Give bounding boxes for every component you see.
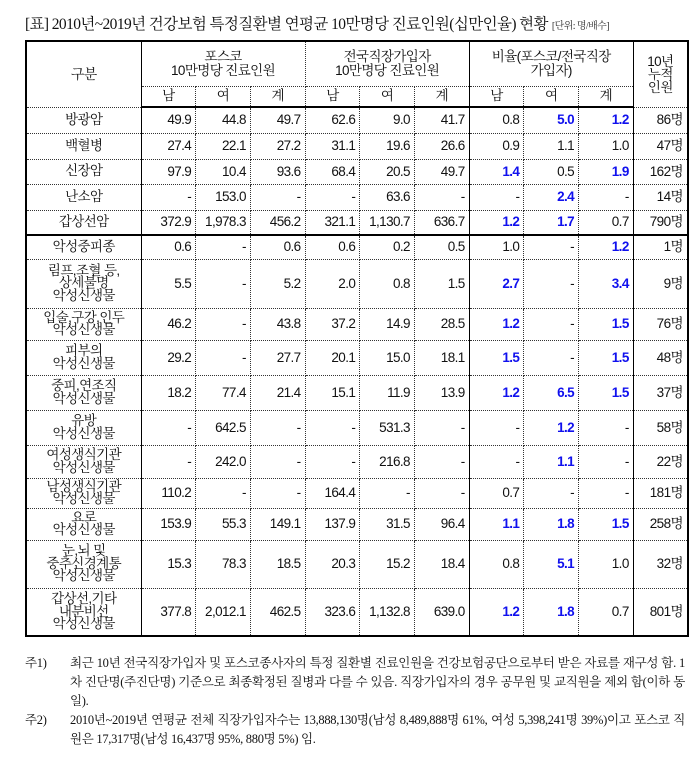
table-cell: 18.1 xyxy=(414,340,469,375)
table-cell: 18.2 xyxy=(141,375,196,410)
table-cell: 58명 xyxy=(633,410,688,445)
table-title xyxy=(25,12,609,34)
table-cell: 0.6 xyxy=(305,235,360,259)
row-label: 난소암 xyxy=(26,184,141,210)
table-cell: 1.2 xyxy=(579,235,634,259)
title-text: [표] 2010년~2019년 건강보험 특정질환별 연평균 10만명당 진료인원(십만인율) 현황 xyxy=(25,16,548,33)
table-cell: 1.5 xyxy=(579,375,634,410)
table-cell: 55.3 xyxy=(196,508,251,540)
table-cell: - xyxy=(250,184,305,210)
footnote-2 xyxy=(25,711,685,749)
table-cell: 62.6 xyxy=(305,107,360,133)
table-row xyxy=(26,410,688,445)
table-cell: 96.4 xyxy=(414,508,469,540)
table-cell: 0.6 xyxy=(141,235,196,259)
table-cell: - xyxy=(579,445,634,478)
header-category: 구분 xyxy=(26,41,141,107)
table-row xyxy=(26,445,688,478)
table-cell: 9명 xyxy=(633,259,688,308)
table-cell: - xyxy=(414,478,469,508)
header-female: 여 xyxy=(524,86,579,107)
table-cell: 15.3 xyxy=(141,540,196,588)
table-cell: 32명 xyxy=(633,540,688,588)
table-cell: 1.9 xyxy=(579,159,634,184)
table-cell: 1.2 xyxy=(579,107,634,133)
table-cell: 43.8 xyxy=(250,308,305,340)
table-cell: 323.6 xyxy=(305,588,360,636)
header-national: 전국직장가입자 10만명당 진료인원 xyxy=(305,41,469,86)
table-cell: 153.9 xyxy=(141,508,196,540)
table-cell: 0.7 xyxy=(579,210,634,235)
row-label: 갑상선,기타 내분비선 악성신생물 xyxy=(26,588,141,636)
table-cell: - xyxy=(196,308,251,340)
row-label: 피부의 악성신생물 xyxy=(26,340,141,375)
row-label: 중피,연조직 악성신생물 xyxy=(26,375,141,410)
table-cell: 149.1 xyxy=(250,508,305,540)
table-cell: 41.7 xyxy=(414,107,469,133)
table-cell: 162명 xyxy=(633,159,688,184)
table-cell: - xyxy=(196,478,251,508)
table-cell: 10.4 xyxy=(196,159,251,184)
footnote-1 xyxy=(25,654,685,711)
table-cell: 20.5 xyxy=(360,159,415,184)
header-total: 계 xyxy=(579,86,634,107)
table-cell: 1.2 xyxy=(469,588,524,636)
row-label: 유방 악성신생물 xyxy=(26,410,141,445)
row-label: 여성생식기관 악성신생물 xyxy=(26,445,141,478)
table-cell: 1.0 xyxy=(579,133,634,159)
table-cell: 0.5 xyxy=(524,159,579,184)
table-cell: 22.1 xyxy=(196,133,251,159)
table-cell: 68.4 xyxy=(305,159,360,184)
table-cell: 28.5 xyxy=(414,308,469,340)
footnote-text: 최근 10년 전국직장가입자 및 포스코종사자의 특정 질환별 진료인원을 건강보험공단으로부터 받은 자료를 재구성 함. 1차 진단명(주진단명) 기준으로 최종확정된 질병과 다를 수 있음. 직장가입자의 경우 공무원 및 교직원을 제외 함(이하 동일). xyxy=(70,656,685,708)
table-cell: 48명 xyxy=(633,340,688,375)
table-cell: 462.5 xyxy=(250,588,305,636)
table-cell: 31.5 xyxy=(360,508,415,540)
table-cell: 377.8 xyxy=(141,588,196,636)
table-cell: 164.4 xyxy=(305,478,360,508)
table-cell: - xyxy=(196,235,251,259)
table-cell: 19.6 xyxy=(360,133,415,159)
table-cell: - xyxy=(579,410,634,445)
table-cell: - xyxy=(360,478,415,508)
table-cell: 5.2 xyxy=(250,259,305,308)
table-cell: - xyxy=(524,308,579,340)
table-cell: 27.2 xyxy=(250,133,305,159)
table-cell: 1,132.8 xyxy=(360,588,415,636)
table-cell: - xyxy=(524,259,579,308)
table-cell: 22명 xyxy=(633,445,688,478)
table-cell: - xyxy=(141,184,196,210)
table-cell: 1.0 xyxy=(579,540,634,588)
table-cell: 2.7 xyxy=(469,259,524,308)
table-cell: 1.1 xyxy=(469,508,524,540)
table-cell: - xyxy=(196,259,251,308)
unit-label: [단위: 명/배수] xyxy=(551,21,609,32)
header-total: 계 xyxy=(250,86,305,107)
table-cell: - xyxy=(469,445,524,478)
table-cell: 37.2 xyxy=(305,308,360,340)
table-cell: 13.9 xyxy=(414,375,469,410)
table-cell: 642.5 xyxy=(196,410,251,445)
table-row xyxy=(26,107,688,133)
header-female: 여 xyxy=(360,86,415,107)
table-cell: - xyxy=(414,410,469,445)
row-label: 악성중피종 xyxy=(26,235,141,259)
table-cell: 801명 xyxy=(633,588,688,636)
table-cell: 1,130.7 xyxy=(360,210,415,235)
table-cell: - xyxy=(414,184,469,210)
table-cell: 47명 xyxy=(633,133,688,159)
table-cell: 11.9 xyxy=(360,375,415,410)
table-row xyxy=(26,235,688,259)
footnote-key: 주1) xyxy=(25,656,47,670)
table-cell: 1.5 xyxy=(579,340,634,375)
table-cell: 3.4 xyxy=(579,259,634,308)
table-cell: 76명 xyxy=(633,308,688,340)
table-cell: 1,978.3 xyxy=(196,210,251,235)
table-cell: 20.1 xyxy=(305,340,360,375)
table-cell: 1.2 xyxy=(469,308,524,340)
table-row xyxy=(26,159,688,184)
footnote-key: 주2) xyxy=(25,713,47,727)
table-cell: 0.8 xyxy=(360,259,415,308)
table-cell: - xyxy=(141,410,196,445)
table-row xyxy=(26,588,688,636)
table-cell: 46.2 xyxy=(141,308,196,340)
table-cell: 110.2 xyxy=(141,478,196,508)
table-cell: 5.5 xyxy=(141,259,196,308)
header-female: 여 xyxy=(196,86,251,107)
table-cell: 137.9 xyxy=(305,508,360,540)
table-cell: 27.4 xyxy=(141,133,196,159)
table-cell: 37명 xyxy=(633,375,688,410)
footnotes xyxy=(25,654,685,749)
table-cell: - xyxy=(250,478,305,508)
table-row xyxy=(26,259,688,308)
table-cell: 1.8 xyxy=(524,508,579,540)
table-cell: 1.1 xyxy=(524,133,579,159)
table-cell: 2.0 xyxy=(305,259,360,308)
header-total: 계 xyxy=(414,86,469,107)
table-cell: 1.2 xyxy=(524,410,579,445)
table-cell: 0.8 xyxy=(469,107,524,133)
table-cell: 6.5 xyxy=(524,375,579,410)
table-row xyxy=(26,375,688,410)
table-cell: 790명 xyxy=(633,210,688,235)
table-cell: 5.1 xyxy=(524,540,579,588)
table-cell: - xyxy=(469,184,524,210)
table-row xyxy=(26,308,688,340)
row-label: 신장암 xyxy=(26,159,141,184)
table-cell: - xyxy=(579,478,634,508)
table-row xyxy=(26,133,688,159)
table-cell: 1.4 xyxy=(469,159,524,184)
table-cell: 18.4 xyxy=(414,540,469,588)
table-cell: - xyxy=(196,340,251,375)
table-cell: 1.0 xyxy=(469,235,524,259)
row-label: 방광암 xyxy=(26,107,141,133)
table-cell: 20.3 xyxy=(305,540,360,588)
disease-rate-table xyxy=(25,40,689,637)
table-cell: 1.5 xyxy=(579,308,634,340)
table-row xyxy=(26,478,688,508)
table-cell: 49.9 xyxy=(141,107,196,133)
table-cell: 0.9 xyxy=(469,133,524,159)
table-cell: 1.7 xyxy=(524,210,579,235)
table-cell: 321.1 xyxy=(305,210,360,235)
row-label: 남성생식기관 악성신생물 xyxy=(26,478,141,508)
row-label: 눈,뇌 및 중추신경계통 악성신생물 xyxy=(26,540,141,588)
table-cell: 63.6 xyxy=(360,184,415,210)
table-row xyxy=(26,184,688,210)
table-cell: 93.6 xyxy=(250,159,305,184)
table-cell: 636.7 xyxy=(414,210,469,235)
table-cell: 1.5 xyxy=(414,259,469,308)
header-cumulative: 10년 누적 인원 xyxy=(633,41,688,107)
table-cell: 639.0 xyxy=(414,588,469,636)
table-cell: 49.7 xyxy=(250,107,305,133)
table-cell: - xyxy=(524,235,579,259)
table-cell: 18.5 xyxy=(250,540,305,588)
table-row xyxy=(26,540,688,588)
table-cell: 27.7 xyxy=(250,340,305,375)
row-label: 요로 악성신생물 xyxy=(26,508,141,540)
table-cell: - xyxy=(250,410,305,445)
table-row xyxy=(26,508,688,540)
table-cell: 29.2 xyxy=(141,340,196,375)
table-cell: 531.3 xyxy=(360,410,415,445)
table-cell: 97.9 xyxy=(141,159,196,184)
table-cell: 9.0 xyxy=(360,107,415,133)
table-cell: - xyxy=(579,184,634,210)
table-cell: 372.9 xyxy=(141,210,196,235)
header-male: 남 xyxy=(469,86,524,107)
table-cell: - xyxy=(141,445,196,478)
table-cell: 49.7 xyxy=(414,159,469,184)
table-cell: - xyxy=(250,445,305,478)
row-label: 림프,조혈 등, 상세불명 악성신생물 xyxy=(26,259,141,308)
table-cell: 2,012.1 xyxy=(196,588,251,636)
table-cell: - xyxy=(305,410,360,445)
table-cell: 1.1 xyxy=(524,445,579,478)
table-cell: 31.1 xyxy=(305,133,360,159)
header-male: 남 xyxy=(141,86,196,107)
table-cell: 1.5 xyxy=(469,340,524,375)
table-cell: 181명 xyxy=(633,478,688,508)
table-cell: 26.6 xyxy=(414,133,469,159)
table-cell: 15.2 xyxy=(360,540,415,588)
table-cell: 15.1 xyxy=(305,375,360,410)
table-cell: 0.2 xyxy=(360,235,415,259)
table-cell: 14.9 xyxy=(360,308,415,340)
table-cell: 0.7 xyxy=(469,478,524,508)
footnote-text: 2010년~2019년 연평균 전체 직장가입자수는 13,888,130명(남성 8,489,888명 61%, 여성 5,398,241명 39%)이고 포스코 직원은 17,317명(남성 16,437명 95%, 880명 5%) 임. xyxy=(70,713,685,746)
table-cell: 14명 xyxy=(633,184,688,210)
table-cell: 44.8 xyxy=(196,107,251,133)
row-label: 갑상선암 xyxy=(26,210,141,235)
table-cell: 78.3 xyxy=(196,540,251,588)
table-cell: 1.2 xyxy=(469,375,524,410)
table-cell: 216.8 xyxy=(360,445,415,478)
table-cell: - xyxy=(305,445,360,478)
table-cell: 0.6 xyxy=(250,235,305,259)
table-cell: 77.4 xyxy=(196,375,251,410)
table-cell: 258명 xyxy=(633,508,688,540)
table-row xyxy=(26,340,688,375)
table-cell: 0.8 xyxy=(469,540,524,588)
header-male: 남 xyxy=(305,86,360,107)
table-cell: 1.8 xyxy=(524,588,579,636)
table-cell: - xyxy=(469,410,524,445)
table-cell: 242.0 xyxy=(196,445,251,478)
table-cell: - xyxy=(524,340,579,375)
table-cell: - xyxy=(305,184,360,210)
table-cell: 2.4 xyxy=(524,184,579,210)
table-cell: 86명 xyxy=(633,107,688,133)
table-cell: 153.0 xyxy=(196,184,251,210)
table-cell: 5.0 xyxy=(524,107,579,133)
table-cell: 15.0 xyxy=(360,340,415,375)
table-cell: 0.5 xyxy=(414,235,469,259)
header-ratio: 비율(포스코/전국직장 가입자) xyxy=(469,41,633,86)
table-cell: - xyxy=(414,445,469,478)
table-cell: 1.5 xyxy=(579,508,634,540)
table-row xyxy=(26,210,688,235)
table-cell: 1명 xyxy=(633,235,688,259)
table-cell: - xyxy=(524,478,579,508)
table-cell: 21.4 xyxy=(250,375,305,410)
row-label: 백혈병 xyxy=(26,133,141,159)
table-cell: 456.2 xyxy=(250,210,305,235)
table-cell: 1.2 xyxy=(469,210,524,235)
table-cell: 0.7 xyxy=(579,588,634,636)
header-posco: 포스코 10만명당 진료인원 xyxy=(141,41,305,86)
row-label: 입술,구강,인두 악성신생물 xyxy=(26,308,141,340)
